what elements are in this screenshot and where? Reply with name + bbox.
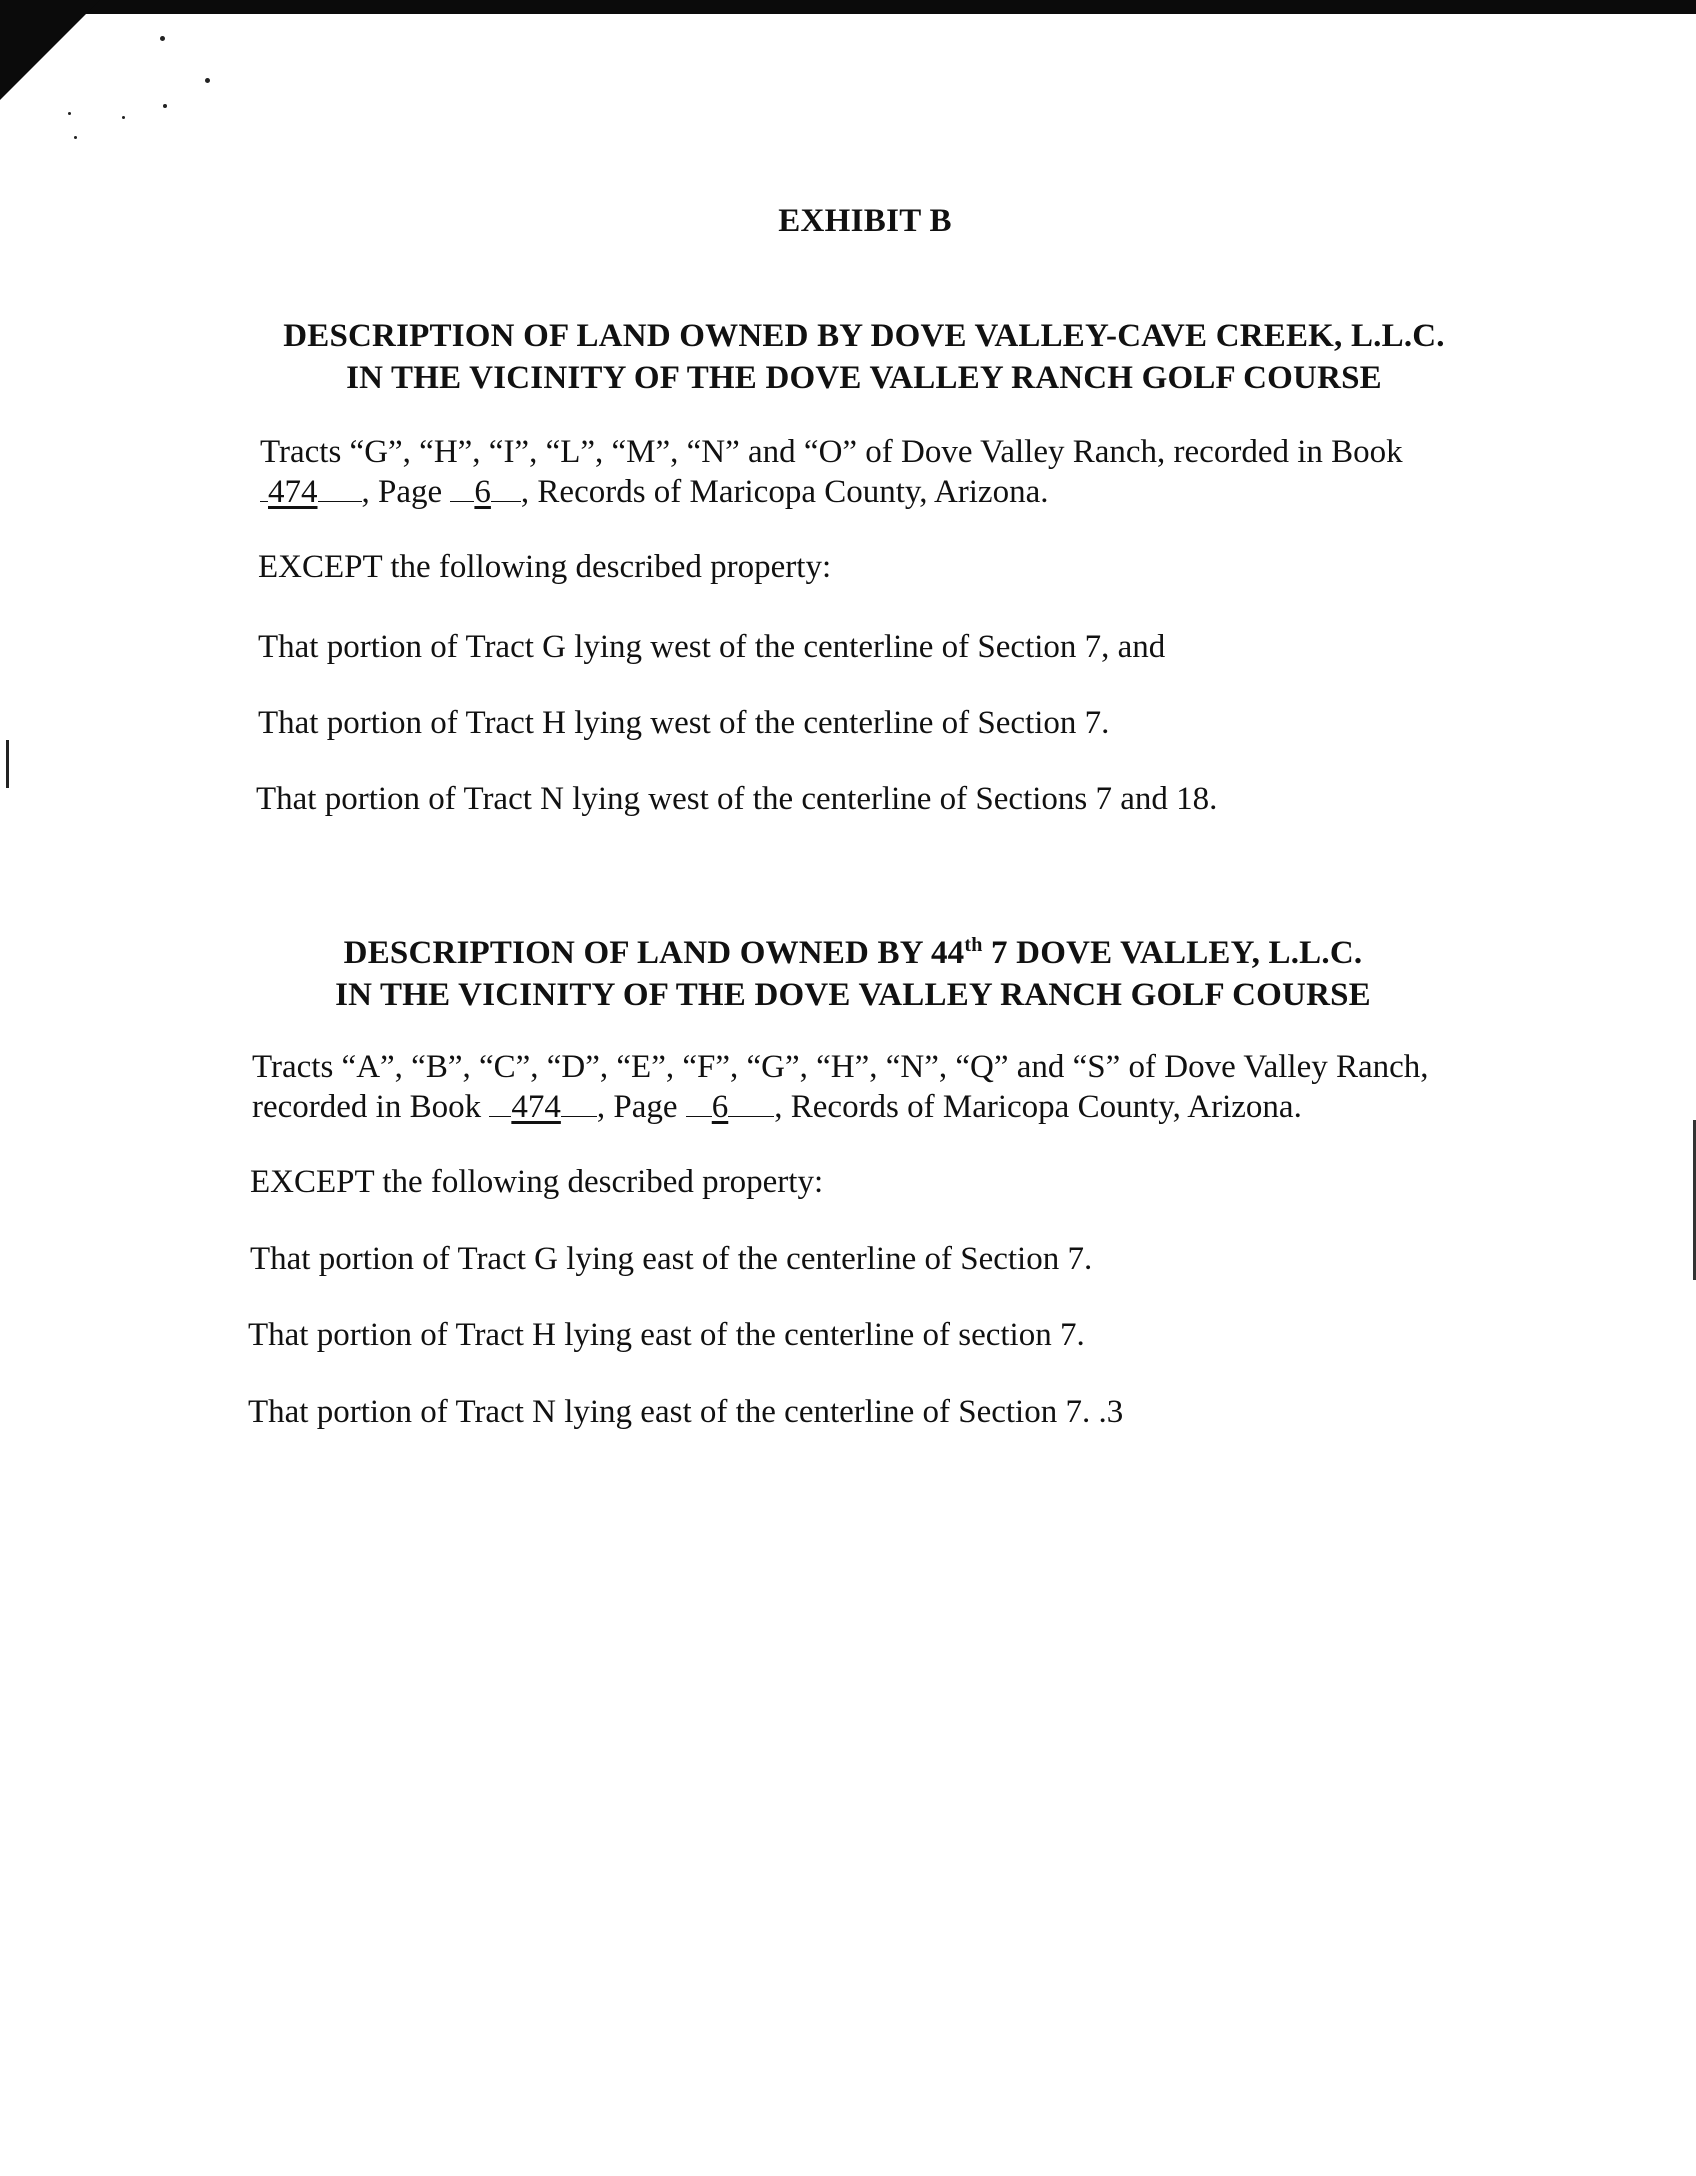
section1-page-label: , Page: [361, 474, 443, 510]
section1-tracts-line1: Tracts “G”, “H”, “I”, “L”, “M”, “N” and “O” of Dove Valley Ranch, recorded in Book: [260, 434, 1403, 470]
section2-except-text: EXCEPT the following described property:: [250, 1164, 824, 1200]
section2-tracts-line1: Tracts “A”, “B”, “C”, “D”, “E”, “F”, “G”, “H”, “N”, “Q” and “S” of Dove Valley Ranch,: [252, 1049, 1429, 1085]
exhibit-title: EXHIBIT B: [778, 203, 952, 239]
blank-underline: [450, 471, 474, 502]
section1-tracts-paragraph: [260, 433, 1403, 511]
section1-heading-line1: DESCRIPTION OF LAND OWNED BY DOVE VALLEY-CAVE CREEK, L.L.C.: [283, 318, 1445, 354]
section1-exception-3: That portion of Tract N lying west of the centerline of Sections 7 and 18.: [256, 781, 1218, 817]
section2-heading-prefix: DESCRIPTION OF LAND OWNED BY 44: [343, 935, 965, 971]
section2-tracts-line2: [252, 1086, 1429, 1126]
section1-records-text: , Records of Maricopa County, Arizona.: [520, 474, 1049, 510]
section2-page-label: , Page: [596, 1089, 678, 1125]
blank-underline: [491, 471, 521, 502]
section1-exception-2: That portion of Tract H lying west of the centerline of Section 7.: [258, 705, 1110, 741]
section2-heading: [0, 932, 1696, 1016]
blank-underline: [728, 1086, 774, 1117]
section2-recorded-label: recorded in Book: [252, 1089, 482, 1125]
blank-underline: [686, 1086, 712, 1117]
blank-underline: [260, 471, 268, 502]
section1-except-text: EXCEPT the following described property:: [258, 549, 832, 585]
section2-exception-3: That portion of Tract N lying east of the centerline of Section 7. .3: [248, 1394, 1124, 1430]
section1-tracts-line2: [260, 471, 1403, 511]
section2-page-number: 6: [711, 1089, 729, 1125]
section1-book-number: 474: [268, 474, 318, 510]
section2-book-number: 474: [511, 1089, 561, 1125]
section2-exception-1: That portion of Tract G lying east of the centerline of Section 7.: [250, 1241, 1093, 1277]
section2-heading-line1: [0, 932, 1696, 974]
section1-heading-line2: IN THE VICINITY OF THE DOVE VALLEY RANCH GOLF COURSE: [346, 360, 1382, 396]
blank-underline: [318, 471, 362, 502]
section2-records-text: , Records of Maricopa County, Arizona.: [774, 1089, 1302, 1125]
section2-heading-sup: th: [964, 934, 983, 956]
section2-exception-2: That portion of Tract H lying east of the centerline of section 7.: [248, 1317, 1085, 1353]
section1-page-number: 6: [474, 474, 491, 510]
section2-tracts-paragraph: [252, 1048, 1429, 1126]
blank-underline: [489, 1086, 511, 1117]
section2-heading-line2: IN THE VICINITY OF THE DOVE VALLEY RANCH GOLF COURSE: [335, 977, 1371, 1013]
section1-exception-1: That portion of Tract G lying west of the centerline of Section 7, and: [258, 629, 1166, 665]
section1-heading: [0, 315, 1696, 399]
section2-heading-suffix: 7 DOVE VALLEY, L.L.C.: [982, 935, 1363, 971]
blank-underline: [561, 1086, 597, 1117]
